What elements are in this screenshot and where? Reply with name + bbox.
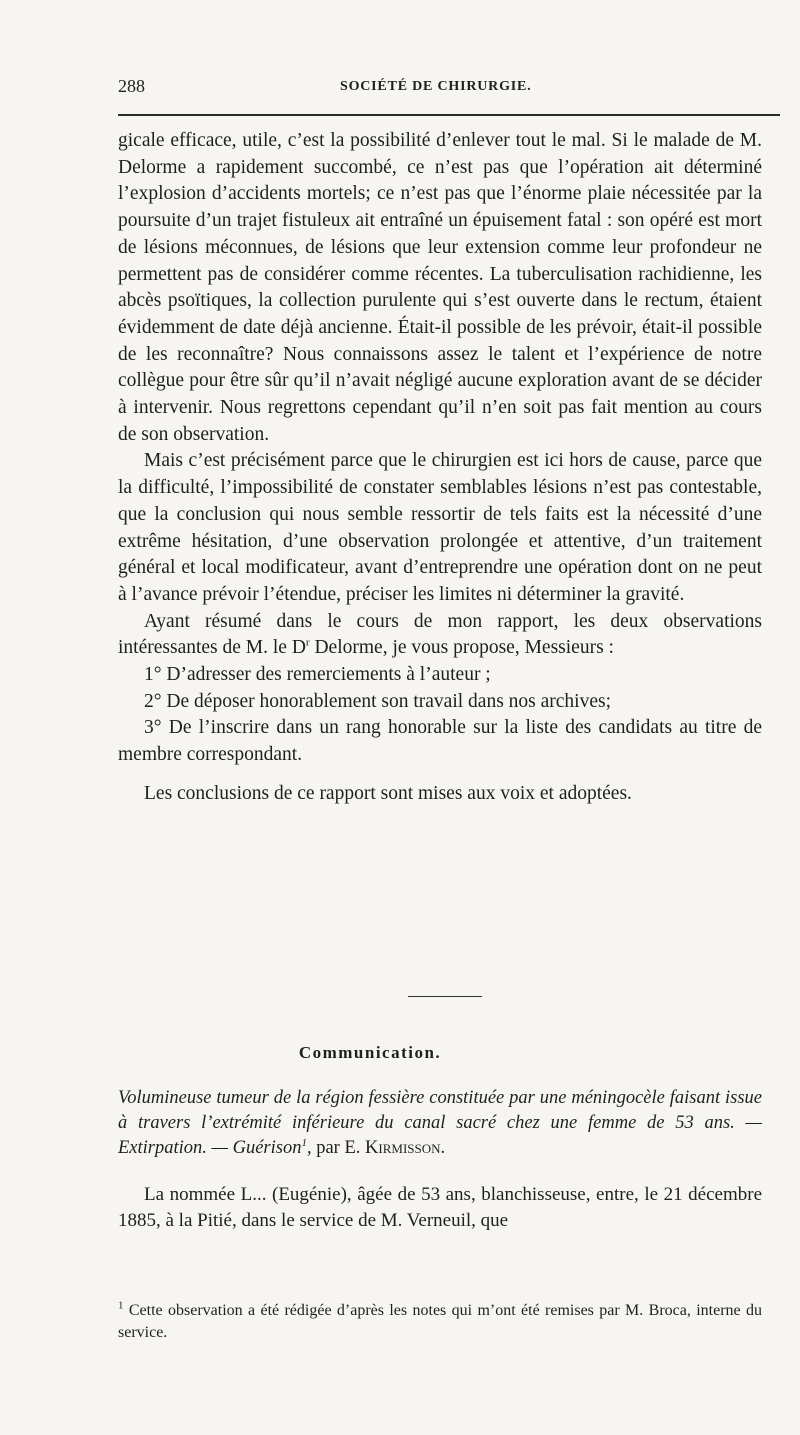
proposal-2: 2° De déposer honorablement son travail dans nos archives; — [144, 690, 612, 712]
proposal-1: 1° D’adresser des remerciements à l’auteur ; — [144, 664, 491, 686]
by-text: , par — [306, 1138, 340, 1158]
section-divider — [408, 996, 482, 997]
report-body — [118, 128, 762, 808]
paragraph-2: Mais c’est précisément parce que le chirurgien est ici hors de cause, parce que la difficulté, l’impossibilité de constater semblables lésions n’est pas contestable, que la conclusion qui nous semble ressortir de tels faits est la nécessité d’une extrême hésitation, d’une observation prolongée et attentive, d’un traitement général et local modificateur, avant d’entreprendre une opération dont on ne peut à l’avance prévoir l’étendue, préciser les limites ni déterminer la gravité. — [118, 450, 762, 605]
article-title: Volumineuse tumeur de la région fessière constituée par une méningocèle faisant issue à travers l’extrémité inférieure du canal sacré chez une femme de 53 ans. — Extirpation. — Guérison — [118, 1088, 762, 1158]
superscript-r: r — [305, 636, 310, 649]
footnote-number: 1 — [118, 1299, 124, 1312]
case-paragraph: La nommée L... (Eugénie), âgée de 53 ans, blanchisseuse, entre, le 21 décembre 1885, à la Pitié, dans le service de M. Verneuil, que — [118, 1184, 762, 1231]
author-name: E. Kirmisson. — [344, 1138, 446, 1158]
running-head: SOCIÉTÉ DE CHIRURGIE. — [340, 79, 532, 94]
case-body — [118, 1182, 762, 1234]
conclusion-paragraph: Les conclusions de ce rapport sont mises aux voix et adoptées. — [144, 782, 632, 804]
paragraph-1: gicale efficace, utile, c’est la possibilité d’enlever tout le mal. Si le malade de M. Delorme a rapidement succombé, ce n’est pas que l’opération ait déterminé l’explosion d’accidents mortels; ce n’est pas que l’énorme plaie nécessitée par la poursuite d’un trajet fistuleux ait entraîné un épuisement fatal : son opéré est mort de lésions méconnues, de lésions que leur extension comme leur profondeur ne permettent pas de considérer comme récentes. La tuberculisation rachidienne, les abcès psoïtiques, la collection purulente qui s’est ouverte dans le rectum, étaient évidemment de date déjà ancienne. Était-il possible de les prévoir, était-il possible de les reconnaître? Nous connaissons assez le talent et l’expérience de notre collègue pour être sûr qu’il n’avait négligé aucune exploration avant de se décider à intervenir. Nous regrettons cependant qu’il n’en soit pas fait mention au cours de son observation. — [118, 130, 762, 445]
page-number: 288 — [118, 76, 145, 96]
proposal-3: 3° De l’inscrire dans un rang honorable sur la liste des candidats au titre de membre correspondant. — [118, 717, 762, 766]
paragraph-3-start: Ayant résumé dans le cours de mon rapport, les deux observations intéressantes de M. le D — [118, 610, 762, 659]
footnote — [118, 1300, 762, 1344]
paragraph-3 — [118, 609, 762, 662]
footnote-marker: 1 — [301, 1136, 307, 1149]
paragraph-3-end: Delorme, je vous propose, Messieurs : — [309, 637, 614, 659]
header-rule — [118, 114, 780, 116]
page-header — [118, 76, 780, 100]
footnote-text: Cette observation a été rédigée d’après les notes qui m’ont été remises par M. Broca, interne du service. — [118, 1302, 762, 1341]
article-title-block — [118, 1086, 762, 1161]
section-title: Communication. — [298, 1043, 442, 1062]
